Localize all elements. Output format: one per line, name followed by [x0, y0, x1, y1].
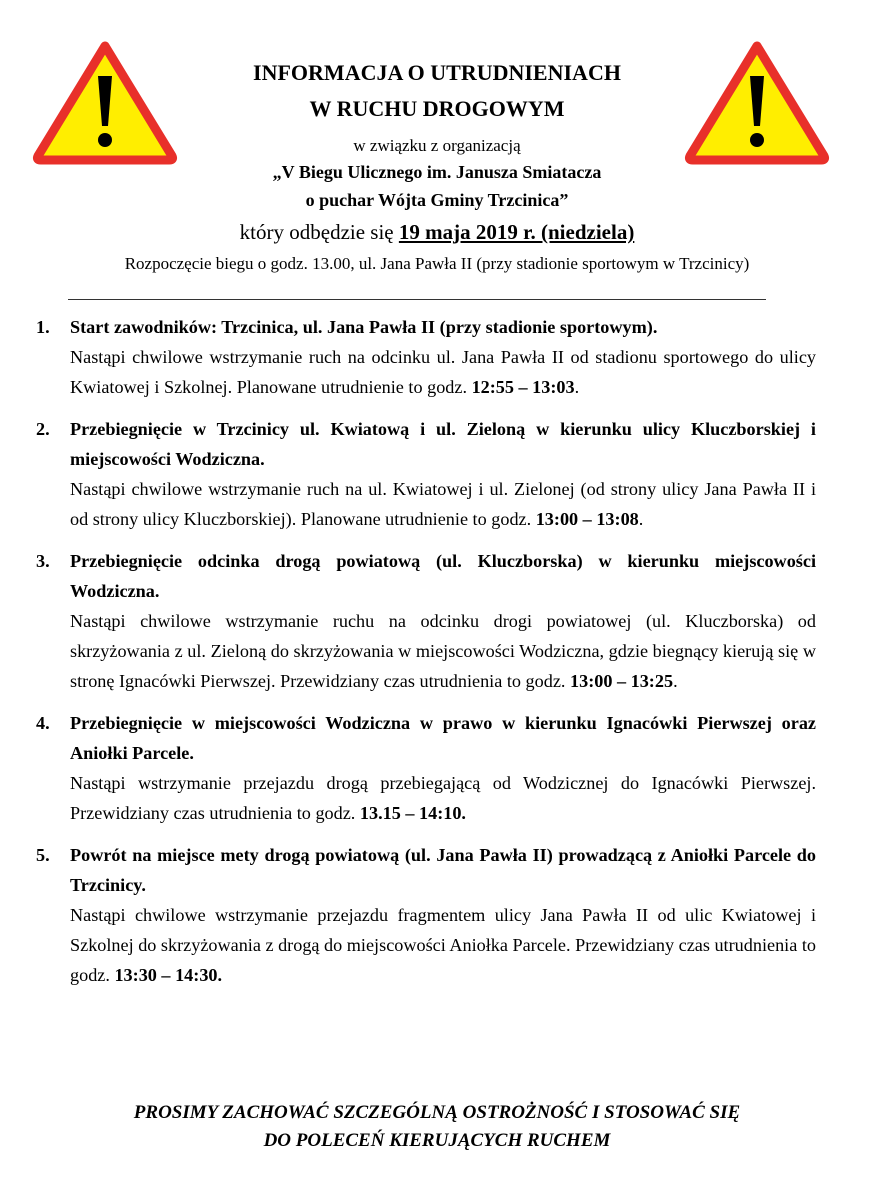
item-text: Nastąpi wstrzymanie przejazdu drogą przebiegającą od Wodzicznej do Ignacówki Pierwszej. Przewidziany czas utrudnienia to godz. — [70, 773, 816, 823]
item-number: 1. — [36, 317, 50, 337]
page-title-line1: INFORMACJA O UTRUDNIENIACH — [253, 60, 621, 85]
item-number: 2. — [36, 419, 50, 439]
item-suffix: . — [673, 671, 678, 691]
item-heading: Przebiegnięcie w miejscowości Wodziczna w prawo w kierunku Ignacówki Pierwszej oraz Aniołki Parcele. — [70, 713, 816, 763]
event-date-line — [0, 220, 874, 245]
list-item — [30, 708, 816, 828]
item-body — [70, 474, 816, 534]
closing-notice-line2: DO POLECEŃ KIERUJĄCYCH RUCHEM — [263, 1130, 611, 1151]
item-suffix: . — [638, 509, 644, 529]
list-item — [30, 312, 816, 402]
item-time: 12:55 – 13:03 — [471, 377, 575, 397]
item-suffix: . — [574, 377, 580, 397]
item-heading: Powrót na miejsce mety drogą powiatową (ul. Jana Pawła II) prowadzącą z Aniołki Parcele do Trzcinicy. — [70, 845, 816, 895]
item-time: 13:00 – 13:08 — [535, 509, 639, 529]
list-item — [30, 840, 816, 990]
item-number: 5. — [36, 845, 50, 865]
closing-notice-line1: PROSIMY ZACHOWAĆ SZCZEGÓLNĄ OSTROŻNOŚĆ I STOSOWAĆ SIĘ — [133, 1102, 741, 1123]
item-text: Nastąpi chwilowe wstrzymanie ruch na ul. Kwiatowej i ul. Zielonej (od strony ulicy Jana Pawła II i od strony ulicy Kluczborskiej). Planowane utrudnienie to godz. — [70, 479, 816, 529]
item-time: 13:00 – 13:25 — [570, 671, 674, 691]
item-number: 4. — [36, 713, 50, 733]
start-info: Rozpoczęcie biegu o godz. 13.00, ul. Jana Pawła II (przy stadionie sportowym w Trzcinicy) — [124, 254, 750, 273]
subtitle: w związku z organizacją — [353, 136, 521, 155]
disruption-list — [30, 312, 816, 1002]
item-text: Nastąpi chwilowe wstrzymanie przejazdu fragmentem ulicy Jana Pawła II od ulic Kwiatowej i Szkolnej do skrzyżowania z drogą do miejscowości Aniołka Parcele. Przewidziany czas utrudnienia to godz. — [70, 905, 816, 985]
event-date: 19 maja 2019 r. (niedziela) — [398, 220, 635, 244]
list-item — [30, 414, 816, 534]
item-body — [70, 900, 816, 990]
list-item — [30, 546, 816, 696]
page-title-line2: W RUCHU DROGOWYM — [309, 96, 565, 121]
item-body — [70, 342, 816, 402]
item-heading: Start zawodników: Trzcinica, ul. Jana Pawła II (przy stadionie sportowym). — [70, 317, 658, 337]
event-name-line2: o puchar Wójta Gminy Trzcinica” — [305, 190, 569, 210]
divider — [68, 299, 766, 300]
item-text: Nastąpi chwilowe wstrzymanie ruchu na odcinku drogi powiatowej (ul. Kluczborska) od skrzyżowania z ul. Zieloną do skrzyżowania w miejscowości Wodziczna, gdzie biegnący kierują się w stronę Ignacówki Pierwszej. Przewidziany czas utrudnienia to godz. — [70, 611, 816, 691]
item-heading: Przebiegnięcie w Trzcinicy ul. Kwiatową i ul. Zieloną w kierunku ulicy Kluczborskiej i miejscowości Wodziczna. — [70, 419, 816, 469]
event-name-line1: „V Biegu Ulicznego im. Janusza Smiatacza — [272, 162, 602, 182]
item-time: 13:30 – 14:30. — [114, 965, 223, 985]
item-heading: Przebiegnięcie odcinka drogą powiatową (ul. Kluczborska) w kierunku miejscowości Wodziczna. — [70, 551, 816, 601]
item-number: 3. — [36, 551, 50, 571]
item-text: Nastąpi chwilowe wstrzymanie ruch na odcinku ul. Jana Pawła II od stadionu sportowego do ulicy Kwiatowej i Szkolnej. Planowane utrudnienie to godz. — [70, 347, 816, 397]
item-body — [70, 606, 816, 696]
date-prefix: który odbędzie się — [239, 220, 399, 244]
item-time: 13.15 – 14:10. — [359, 803, 466, 823]
item-body — [70, 768, 816, 828]
